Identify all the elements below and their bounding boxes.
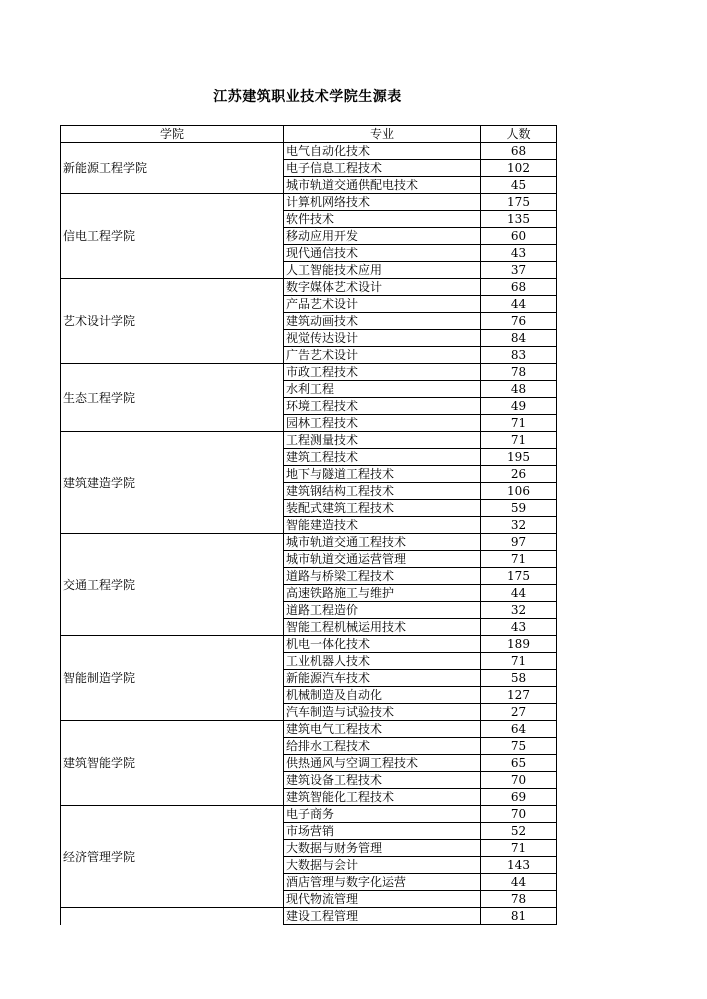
count-cell: 78: [481, 364, 557, 381]
count-cell: 48: [481, 381, 557, 398]
count-cell: 43: [481, 619, 557, 636]
major-cell: 计算机网络技术: [284, 194, 481, 211]
count-cell: 75: [481, 738, 557, 755]
count-cell: 71: [481, 551, 557, 568]
college-cell: 信电工程学院: [61, 194, 284, 279]
count-cell: 76: [481, 313, 557, 330]
count-cell: 26: [481, 466, 557, 483]
major-cell: 软件技术: [284, 211, 481, 228]
table-row: [61, 534, 557, 551]
column-header-count: 人数: [481, 126, 557, 143]
count-cell: 106: [481, 483, 557, 500]
major-cell: 环境工程技术: [284, 398, 481, 415]
table-row: [61, 721, 557, 738]
count-cell: 143: [481, 857, 557, 874]
major-cell: 地下与隧道工程技术: [284, 466, 481, 483]
count-cell: 81: [481, 908, 557, 925]
major-cell: 机械制造及自动化: [284, 687, 481, 704]
count-cell: 71: [481, 840, 557, 857]
table-row: [61, 908, 557, 925]
major-cell: 给排水工程技术: [284, 738, 481, 755]
major-cell: 电子商务: [284, 806, 481, 823]
major-cell: 现代通信技术: [284, 245, 481, 262]
count-cell: 71: [481, 432, 557, 449]
major-cell: 移动应用开发: [284, 228, 481, 245]
count-cell: 52: [481, 823, 557, 840]
major-cell: 建筑设备工程技术: [284, 772, 481, 789]
major-cell: 供热通风与空调工程技术: [284, 755, 481, 772]
count-cell: 195: [481, 449, 557, 466]
count-cell: 68: [481, 143, 557, 160]
major-cell: 建设工程管理: [284, 908, 481, 925]
major-cell: 机电一体化技术: [284, 636, 481, 653]
count-cell: 43: [481, 245, 557, 262]
college-cell: 智能制造学院: [61, 636, 284, 721]
table-row: [61, 806, 557, 823]
count-cell: 70: [481, 806, 557, 823]
major-cell: 新能源汽车技术: [284, 670, 481, 687]
count-cell: 189: [481, 636, 557, 653]
college-cell: 建筑建造学院: [61, 432, 284, 534]
major-cell: 道路工程造价: [284, 602, 481, 619]
count-cell: 49: [481, 398, 557, 415]
major-cell: 建筑钢结构工程技术: [284, 483, 481, 500]
major-cell: 城市轨道交通工程技术: [284, 534, 481, 551]
count-cell: 58: [481, 670, 557, 687]
college-cell: 艺术设计学院: [61, 279, 284, 364]
table-row: [61, 432, 557, 449]
major-cell: 建筑智能化工程技术: [284, 789, 481, 806]
count-cell: 59: [481, 500, 557, 517]
major-cell: 城市轨道交通运营管理: [284, 551, 481, 568]
count-cell: 84: [481, 330, 557, 347]
college-cell: 建筑智能学院: [61, 721, 284, 806]
table-header-row: [61, 126, 557, 143]
count-cell: 68: [481, 279, 557, 296]
major-cell: 工业机器人技术: [284, 653, 481, 670]
count-cell: 32: [481, 517, 557, 534]
major-cell: 电气自动化技术: [284, 143, 481, 160]
count-cell: 127: [481, 687, 557, 704]
enrollment-table: [60, 125, 557, 925]
major-cell: 建筑电气工程技术: [284, 721, 481, 738]
table-row: [61, 364, 557, 381]
count-cell: 45: [481, 177, 557, 194]
count-cell: 135: [481, 211, 557, 228]
count-cell: 64: [481, 721, 557, 738]
major-cell: 高速铁路施工与维护: [284, 585, 481, 602]
table-row: [61, 194, 557, 211]
major-cell: 市政工程技术: [284, 364, 481, 381]
college-cell: [61, 908, 284, 925]
count-cell: 37: [481, 262, 557, 279]
major-cell: 智能工程机械运用技术: [284, 619, 481, 636]
count-cell: 69: [481, 789, 557, 806]
major-cell: 水利工程: [284, 381, 481, 398]
major-cell: 工程测量技术: [284, 432, 481, 449]
count-cell: 175: [481, 194, 557, 211]
count-cell: 175: [481, 568, 557, 585]
table-row: [61, 636, 557, 653]
major-cell: 广告艺术设计: [284, 347, 481, 364]
major-cell: 大数据与财务管理: [284, 840, 481, 857]
college-cell: 生态工程学院: [61, 364, 284, 432]
count-cell: 27: [481, 704, 557, 721]
major-cell: 酒店管理与数字化运营: [284, 874, 481, 891]
table-row: [61, 143, 557, 160]
table-row: [61, 279, 557, 296]
college-cell: 新能源工程学院: [61, 143, 284, 194]
count-cell: 44: [481, 874, 557, 891]
major-cell: 现代物流管理: [284, 891, 481, 908]
major-cell: 城市轨道交通供配电技术: [284, 177, 481, 194]
major-cell: 视觉传达设计: [284, 330, 481, 347]
major-cell: 汽车制造与试验技术: [284, 704, 481, 721]
count-cell: 44: [481, 585, 557, 602]
major-cell: 数字媒体艺术设计: [284, 279, 481, 296]
count-cell: 78: [481, 891, 557, 908]
major-cell: 建筑工程技术: [284, 449, 481, 466]
major-cell: 产品艺术设计: [284, 296, 481, 313]
column-header-college: 学院: [61, 126, 284, 143]
college-cell: 经济管理学院: [61, 806, 284, 908]
major-cell: 人工智能技术应用: [284, 262, 481, 279]
major-cell: 市场营销: [284, 823, 481, 840]
major-cell: 大数据与会计: [284, 857, 481, 874]
page-title: 江苏建筑职业技术学院生源表: [213, 89, 402, 105]
major-cell: 道路与桥梁工程技术: [284, 568, 481, 585]
count-cell: 44: [481, 296, 557, 313]
count-cell: 83: [481, 347, 557, 364]
count-cell: 32: [481, 602, 557, 619]
major-cell: 装配式建筑工程技术: [284, 500, 481, 517]
count-cell: 70: [481, 772, 557, 789]
column-header-major: 专业: [284, 126, 481, 143]
count-cell: 60: [481, 228, 557, 245]
count-cell: 97: [481, 534, 557, 551]
college-cell: 交通工程学院: [61, 534, 284, 636]
major-cell: 园林工程技术: [284, 415, 481, 432]
count-cell: 65: [481, 755, 557, 772]
table-body: [61, 143, 557, 925]
count-cell: 71: [481, 415, 557, 432]
major-cell: 电子信息工程技术: [284, 160, 481, 177]
major-cell: 智能建造技术: [284, 517, 481, 534]
count-cell: 102: [481, 160, 557, 177]
count-cell: 71: [481, 653, 557, 670]
major-cell: 建筑动画技术: [284, 313, 481, 330]
